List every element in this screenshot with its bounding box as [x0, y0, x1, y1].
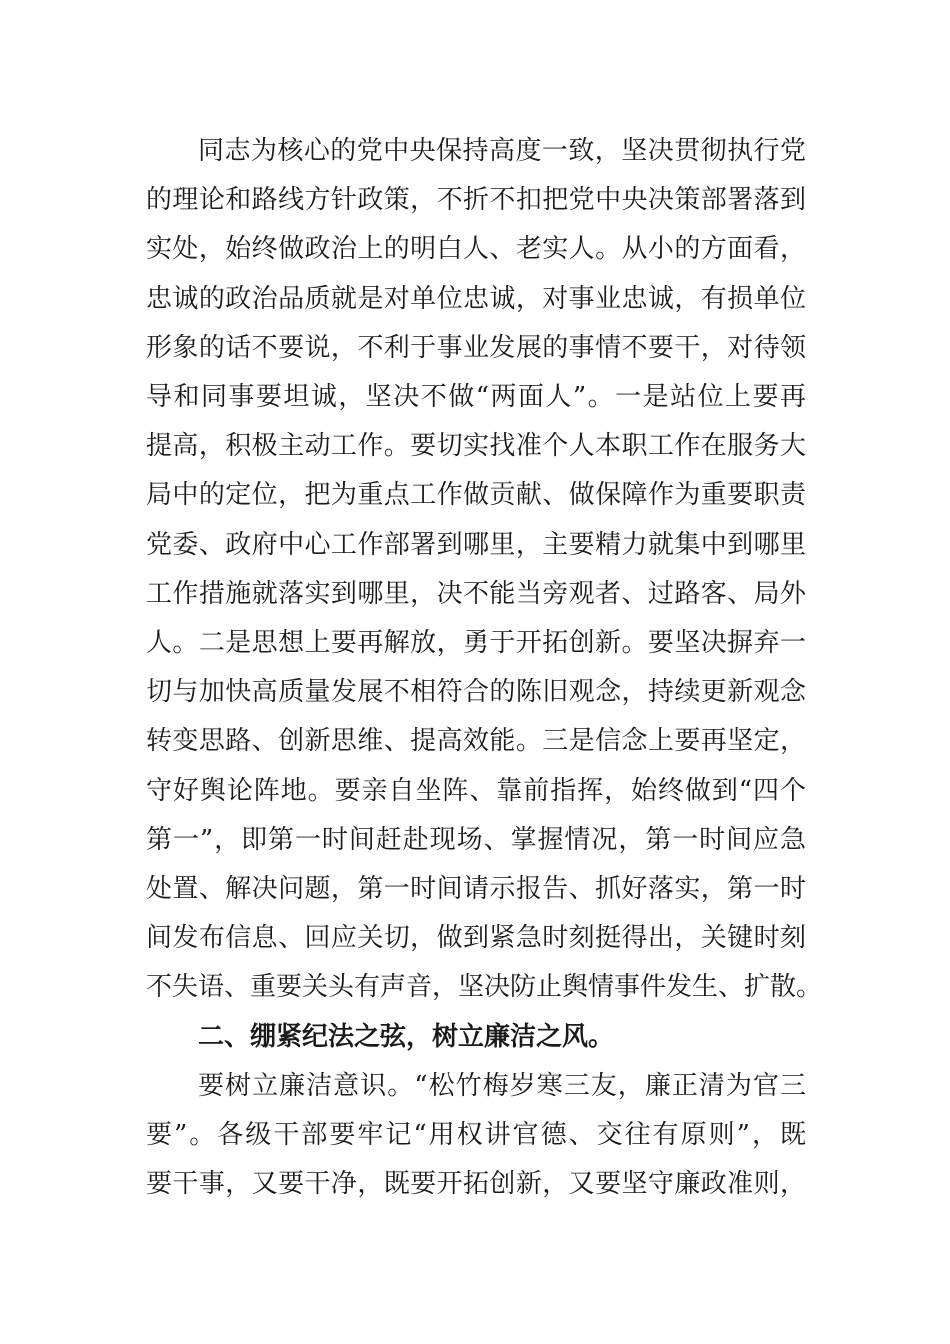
- section-heading: 二、绷紧纪法之弦，树立廉洁之风。: [198, 1022, 615, 1052]
- paragraph-line: 忠诚的政治品质就是对单位忠诚，对事业忠诚，有损单位: [146, 284, 806, 314]
- paragraph-line: 形象的话不要说，不利于事业发展的事情不要干，对待领: [146, 333, 806, 363]
- paragraph-line: 第一”，即第一时间赶赴现场、掌握情况，第一时间应急: [146, 825, 806, 855]
- paragraph-line: 切与加快高质量发展不相符合的陈旧观念，持续更新观念: [146, 677, 806, 707]
- paragraph-line: 要”。各级干部要牢记“用权讲官德、交往有原则”，既: [146, 1120, 806, 1150]
- paragraph-line: 间发布信息、回应关切，做到紧急时刻挺得出，关键时刻: [146, 923, 806, 953]
- paragraph-line: 工作措施就落实到哪里，决不能当旁观者、过路客、局外: [146, 579, 806, 609]
- paragraph-line: 同志为核心的党中央保持高度一致，坚决贯彻执行党: [198, 136, 806, 166]
- paragraph-line: 守好舆论阵地。要亲自坐阵、靠前指挥，始终做到“四个: [146, 776, 806, 806]
- paragraph-line: 人。二是思想上要再解放，勇于开拓创新。要坚决摒弃一: [146, 628, 806, 658]
- paragraph-line: 要树立廉洁意识。“松竹梅岁寒三友，廉正清为官三: [198, 1071, 806, 1101]
- paragraph-line: 提高，积极主动工作。要切实找准个人本职工作在服务大: [146, 431, 806, 461]
- paragraph-line: 的理论和路线方针政策，不折不扣把党中央决策部署落到: [146, 185, 806, 215]
- paragraph-line: 不失语、重要关头有声音，坚决防止舆情事件发生、扩散。: [146, 972, 823, 1002]
- paragraph-line: 转变思路、创新思维、提高效能。三是信念上要再坚定，: [146, 726, 806, 756]
- paragraph-line: 导和同事要坦诚，坚决不做“两面人”。一是站位上要再: [146, 382, 806, 412]
- paragraph-line: 局中的定位，把为重点工作做贡献、做保障作为重要职责: [146, 480, 806, 510]
- paragraph-line: 要干事，又要干净，既要开拓创新，又要坚守廉政准则，: [146, 1169, 806, 1199]
- paragraph-line: 处置、解决问题，第一时间请示报告、抓好落实，第一时: [146, 874, 806, 904]
- paragraph-line: 实处，始终做政治上的明白人、老实人。从小的方面看，: [146, 234, 806, 264]
- paragraph-line: 党委、政府中心工作部署到哪里，主要精力就集中到哪里: [146, 530, 806, 560]
